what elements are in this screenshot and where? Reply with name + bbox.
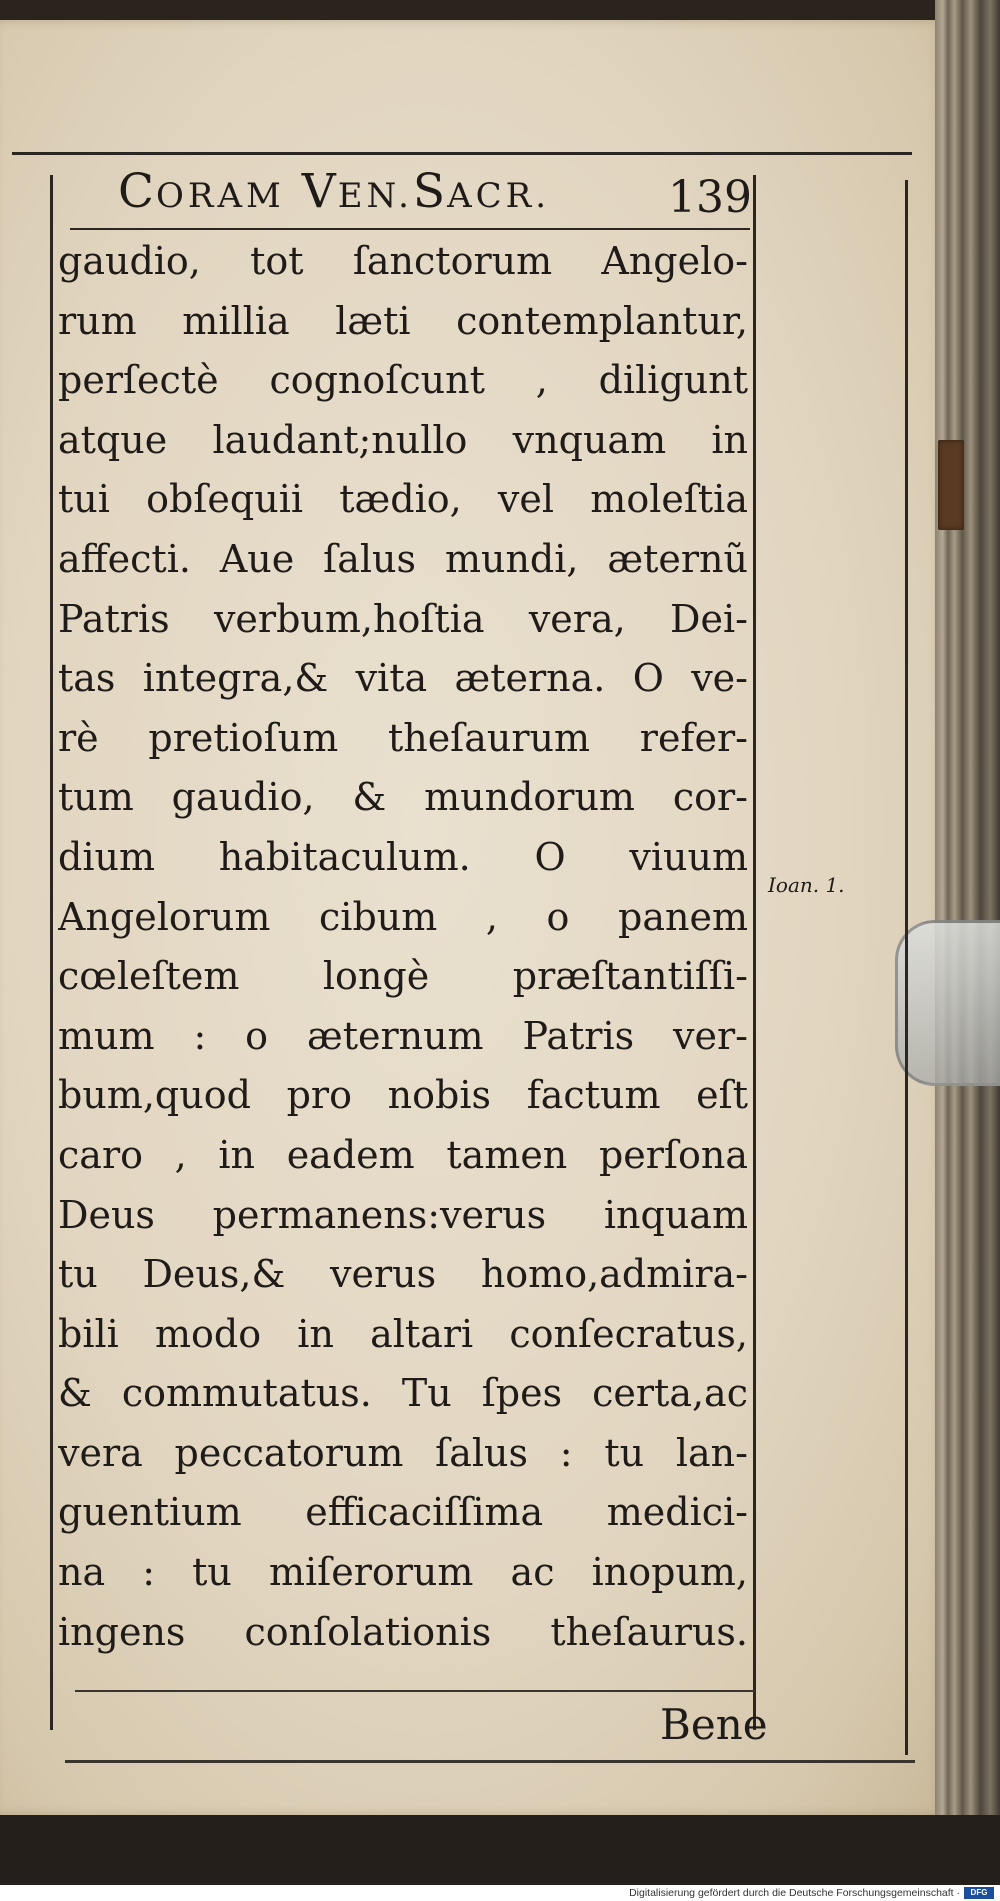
- text-line: affecti. Aue ſalus mundi, æternũ: [58, 536, 748, 581]
- running-head: CORAM VEN.SACR.: [118, 164, 551, 219]
- text-line: Patris verbum,hoſtia vera, Dei-: [58, 596, 748, 641]
- text-line: cœleſtem longè præſtantiſſi-: [58, 954, 748, 999]
- text-line: tu Deus,& verus homo,admira-: [58, 1252, 748, 1297]
- page-number: 139: [668, 172, 752, 223]
- text-line: guentium efficaciſſima medici-: [58, 1490, 748, 1535]
- margin-reference-note: Ioan. 1.: [768, 873, 845, 897]
- text-line: bum,quod pro nobis factum eſt: [58, 1073, 748, 1118]
- text-line: tum gaudio, & mundorum cor-: [58, 775, 748, 820]
- text-line: tas integra,& vita æterna. O ve-: [58, 656, 748, 701]
- catchword: Bene: [660, 1700, 768, 1749]
- printed-frame-bottom-rule: [65, 1760, 915, 1763]
- text-line: dium habitaculum. O viuum: [58, 834, 748, 879]
- footer-rule: [75, 1690, 755, 1692]
- text-line: ingens conſolationis theſaurus.: [58, 1609, 748, 1654]
- text-line: Deus permanens:verus inquam: [58, 1192, 748, 1237]
- text-line: perſectè cognoſcunt , diligunt: [58, 358, 748, 403]
- text-line: rè pretioſum theſaurum refer-: [58, 715, 748, 760]
- text-line: & commutatus. Tu ſpes certa,ac: [58, 1371, 748, 1416]
- scan-top-border: [0, 0, 1000, 22]
- header-rule: [70, 228, 750, 230]
- text-line: na : tu miſerorum ac inopum,: [58, 1550, 748, 1595]
- text-line: rum millia læti contemplantur,: [58, 298, 748, 343]
- text-line: bili modo in altari conſecratus,: [58, 1311, 748, 1356]
- text-line: atque laudant;nullo vnquam in: [58, 417, 748, 462]
- text-line: tui obſequii tædio, vel moleſtia: [58, 477, 748, 522]
- text-line: gaudio, tot ſanctorum Angelo-: [58, 239, 748, 283]
- text-line: mum : o æternum Patris ver-: [58, 1013, 748, 1058]
- text-line: Angelorum cibum , o panem: [58, 894, 748, 939]
- scan-bottom-border: [0, 1815, 1000, 1885]
- text-line: caro , in eadem tamen perſona: [58, 1132, 748, 1177]
- printed-margin-rule: [905, 180, 908, 1755]
- body-text: [58, 232, 748, 1662]
- dfg-logo: DFG: [964, 1887, 994, 1899]
- text-line: vera peccatorum ſalus : tu lan-: [58, 1430, 748, 1475]
- funding-note: Digitalisierung gefördert durch die Deutsche Forschungsgemeinschaft ·: [629, 1887, 960, 1899]
- bookmark-tab: [938, 440, 964, 530]
